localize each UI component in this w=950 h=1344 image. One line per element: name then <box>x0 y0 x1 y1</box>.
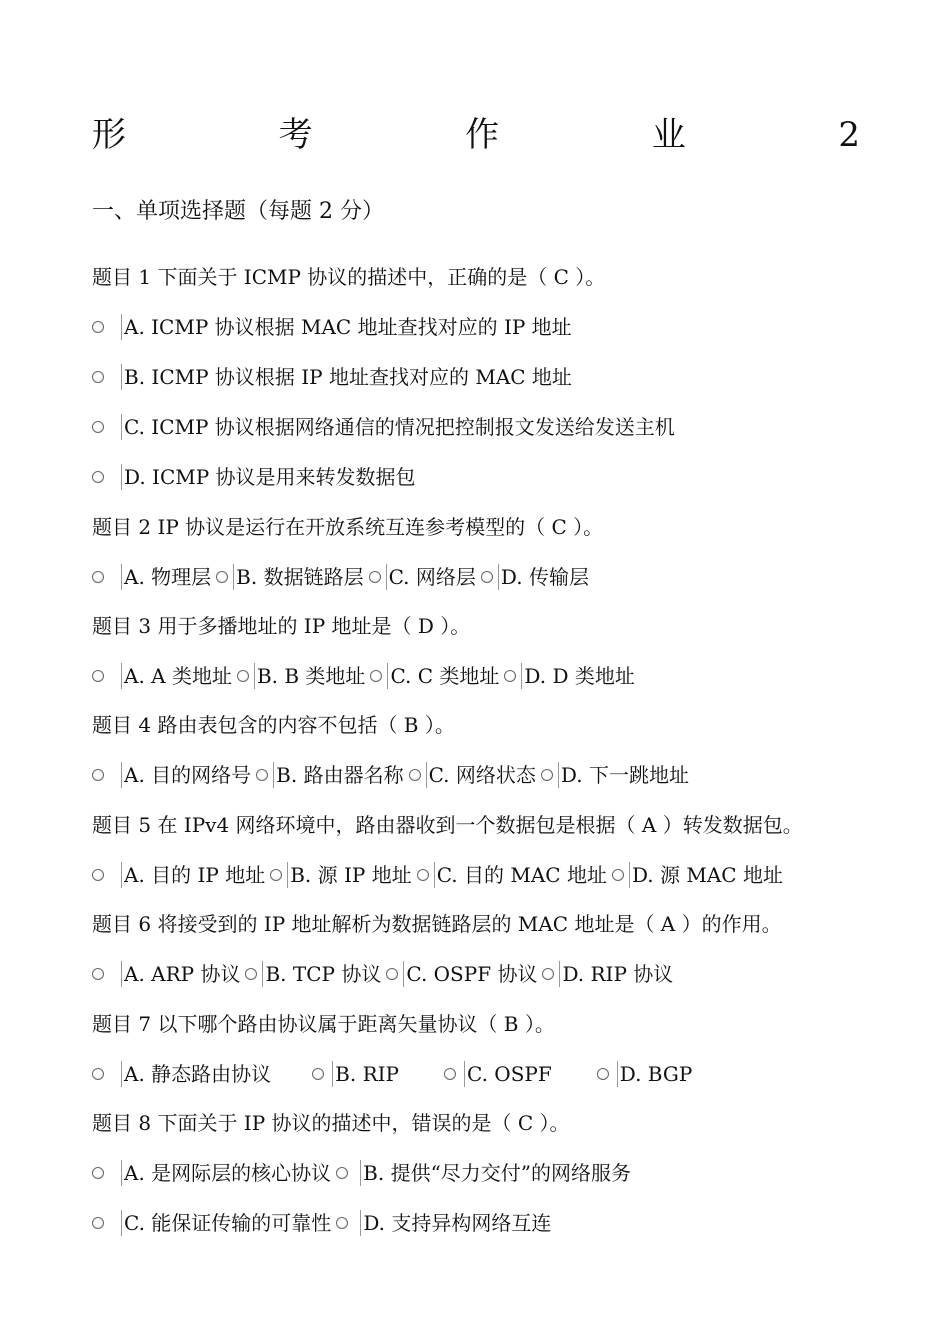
option-label: A. 静态路由协议 <box>121 1061 271 1087</box>
radio-icon[interactable] <box>92 968 104 980</box>
question-2-option-a[interactable] <box>92 564 211 590</box>
question-2-options <box>92 562 589 592</box>
radio-icon[interactable] <box>92 571 104 583</box>
section-heading: 一、单项选择题（每题 2 分） <box>92 199 384 224</box>
option-label: A. ARP 协议 <box>121 961 240 987</box>
question-6-option-c[interactable] <box>385 961 537 987</box>
option-label: C. 能保证传输的可靠性 <box>121 1210 331 1236</box>
question-5-text: 题目 5 在 IPv4 网络环境中，路由器收到一个数据包是根据（ A ）转发数据包。 <box>92 813 803 837</box>
option-label: B. 数据链路层 <box>233 564 363 590</box>
radio-icon[interactable] <box>417 869 429 881</box>
radio-icon[interactable] <box>92 670 104 682</box>
radio-icon[interactable] <box>541 769 553 781</box>
question-8-option-c[interactable] <box>92 1210 331 1236</box>
option-label: C. OSPF 协议 <box>403 961 537 987</box>
question-6-option-b[interactable] <box>244 961 381 987</box>
question-7-option-a[interactable] <box>92 1061 271 1087</box>
question-2-option-b[interactable] <box>215 564 363 590</box>
radio-icon[interactable] <box>369 571 381 583</box>
question-3-option-a[interactable] <box>92 663 232 689</box>
title-char: 形 <box>92 115 126 155</box>
radio-icon[interactable] <box>245 968 257 980</box>
option-label: D. 下一跳地址 <box>558 762 689 788</box>
question-3-option-d[interactable] <box>503 663 634 689</box>
radio-icon[interactable] <box>504 670 516 682</box>
radio-icon[interactable] <box>92 421 104 433</box>
question-7-option-b[interactable] <box>311 1061 399 1087</box>
radio-icon[interactable] <box>386 968 398 980</box>
option-label: D. RIP 协议 <box>559 961 673 987</box>
option-label: B. B 类地址 <box>254 663 365 689</box>
title-char: 业 <box>651 115 686 155</box>
question-2-option-d[interactable] <box>480 564 589 590</box>
option-label: B. RIP <box>332 1061 399 1087</box>
question-1-option-d[interactable] <box>92 462 416 492</box>
page-title <box>92 110 860 160</box>
question-5-options <box>92 860 783 890</box>
radio-icon[interactable] <box>256 769 268 781</box>
title-char: 作 <box>465 115 500 155</box>
question-8-options-row-1 <box>92 1158 631 1188</box>
option-label: D. 传输层 <box>498 564 589 590</box>
radio-icon[interactable] <box>312 1068 324 1080</box>
option-label: C. C 类地址 <box>387 663 499 689</box>
option-label: C. ICMP 协议根据网络通信的情况把控制报文发送给发送主机 <box>121 414 675 440</box>
question-4-option-c[interactable] <box>408 762 536 788</box>
question-6-option-a[interactable] <box>92 961 240 987</box>
option-label: D. ICMP 协议是用来转发数据包 <box>121 464 416 490</box>
question-5-option-c[interactable] <box>416 862 607 888</box>
option-label: A. 目的网络号 <box>121 762 251 788</box>
radio-icon[interactable] <box>612 869 624 881</box>
radio-icon[interactable] <box>92 769 104 781</box>
radio-icon[interactable] <box>92 471 104 483</box>
question-4-text: 题目 4 路由表包含的内容不包括（ B ）。 <box>92 713 455 737</box>
radio-icon[interactable] <box>542 968 554 980</box>
question-6-text: 题目 6 将接受到的 IP 地址解析为数据链路层的 MAC 地址是（ A ）的作用。 <box>92 912 782 936</box>
option-label: B. 源 IP 地址 <box>287 862 411 888</box>
option-label: C. 网络状态 <box>426 762 536 788</box>
question-1-option-b[interactable] <box>92 362 572 392</box>
option-label: D. 源 MAC 地址 <box>629 862 783 888</box>
question-5-option-d[interactable] <box>611 862 783 888</box>
question-1-option-c[interactable] <box>92 412 675 442</box>
question-4-option-a[interactable] <box>92 762 251 788</box>
question-2-text: 题目 2 IP 协议是运行在开放系统互连参考模型的（ C ）。 <box>92 515 604 539</box>
option-label: A. A 类地址 <box>121 663 232 689</box>
question-3-option-b[interactable] <box>236 663 365 689</box>
option-label: A. 物理层 <box>121 564 211 590</box>
question-3-text: 题目 3 用于多播地址的 IP 地址是（ D ）。 <box>92 614 471 638</box>
radio-icon[interactable] <box>237 670 249 682</box>
option-label: A. ICMP 协议根据 MAC 地址查找对应的 IP 地址 <box>121 314 572 340</box>
question-7-options <box>92 1059 692 1089</box>
radio-icon[interactable] <box>270 869 282 881</box>
radio-icon[interactable] <box>409 769 421 781</box>
option-label: D. BGP <box>617 1061 693 1087</box>
radio-icon[interactable] <box>481 571 493 583</box>
option-label: B. 路由器名称 <box>273 762 403 788</box>
option-label: B. TCP 协议 <box>262 961 381 987</box>
question-1-text: 题目 1 下面关于 ICMP 协议的描述中，正确的是（ C ）。 <box>92 265 606 289</box>
question-8-option-d[interactable] <box>335 1210 551 1236</box>
radio-icon[interactable] <box>92 321 104 333</box>
question-5-option-a[interactable] <box>92 862 265 888</box>
option-label: C. 网络层 <box>386 564 476 590</box>
radio-icon[interactable] <box>92 1167 104 1179</box>
question-3-option-c[interactable] <box>369 663 499 689</box>
option-label: D. 支持异构网络互连 <box>360 1210 551 1236</box>
radio-icon[interactable] <box>216 571 228 583</box>
option-label: B. 提供“尽力交付”的网络服务 <box>360 1160 631 1186</box>
option-label: D. D 类地址 <box>521 663 634 689</box>
option-label: C. OSPF <box>464 1061 552 1087</box>
question-8-text: 题目 8 下面关于 IP 协议的描述中，错误的是（ C ）。 <box>92 1111 570 1135</box>
question-4-option-d[interactable] <box>540 762 689 788</box>
question-5-option-b[interactable] <box>269 862 411 888</box>
title-char: 考 <box>278 115 313 155</box>
radio-icon[interactable] <box>92 1068 104 1080</box>
question-6-option-d[interactable] <box>541 961 673 987</box>
question-7-option-d[interactable] <box>596 1061 693 1087</box>
option-label: A. 目的 IP 地址 <box>121 862 265 888</box>
radio-icon[interactable] <box>336 1167 348 1179</box>
radio-icon[interactable] <box>336 1217 348 1229</box>
title-char: 2 <box>838 115 860 155</box>
option-label: C. 目的 MAC 地址 <box>434 862 607 888</box>
question-8-option-a[interactable] <box>92 1160 331 1186</box>
question-1-option-a[interactable] <box>92 312 572 342</box>
question-8-option-b[interactable] <box>335 1160 631 1186</box>
option-label: B. ICMP 协议根据 IP 地址查找对应的 MAC 地址 <box>121 364 572 390</box>
radio-icon[interactable] <box>597 1068 609 1080</box>
radio-icon[interactable] <box>444 1068 456 1080</box>
question-2-option-c[interactable] <box>368 564 476 590</box>
radio-icon[interactable] <box>92 371 104 383</box>
question-7-text: 题目 7 以下哪个路由协议属于距离矢量协议（ B ）。 <box>92 1012 555 1036</box>
radio-icon[interactable] <box>92 1217 104 1229</box>
question-6-options <box>92 959 673 989</box>
question-4-option-b[interactable] <box>255 762 403 788</box>
radio-icon[interactable] <box>92 869 104 881</box>
radio-icon[interactable] <box>370 670 382 682</box>
option-label: A. 是网际层的核心协议 <box>121 1160 331 1186</box>
question-7-option-c[interactable] <box>443 1061 552 1087</box>
question-3-options <box>92 661 635 691</box>
question-8-options-row-2 <box>92 1208 551 1238</box>
question-4-options <box>92 760 689 790</box>
